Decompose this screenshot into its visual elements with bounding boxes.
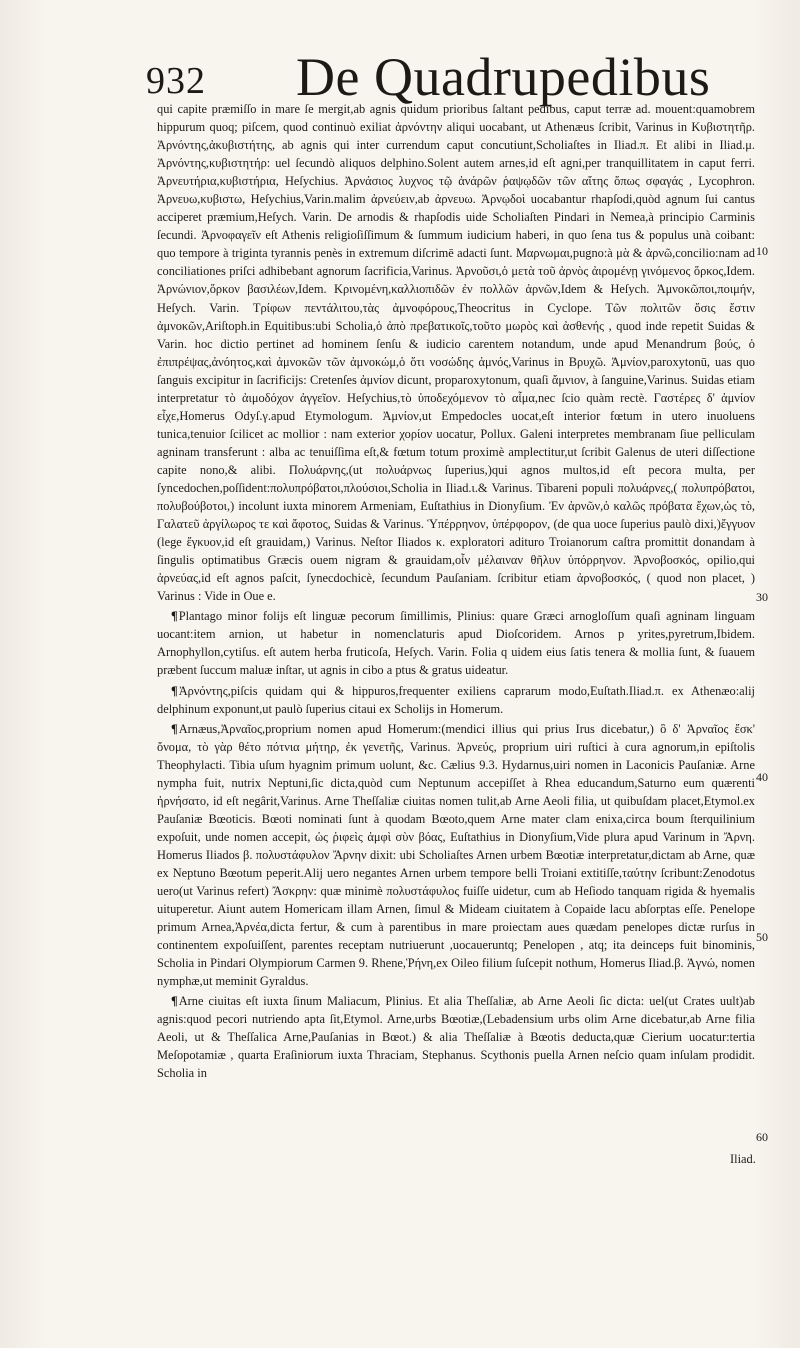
- body-text: [157, 100, 755, 1083]
- running-title: De Quadrupedibus: [296, 47, 711, 107]
- margin-line-number: 60: [756, 1130, 768, 1144]
- paragraph-text: Arnæus,Ἀρναῖος,proprium nomen apud Homerum:(mendici illius qui prius Irus dicebatur,) ὃ δ' Ἀρναῖος ἔσκ' ὄνομα, τὸ γὰρ θέτο πότνια μήτηρ, ἐκ γενετῆς, Varinus. Ἀρνεύς, proprium uiri ruſtici à cura agnorum,in epiſtolis Theophylacti. Tibia uſum hyagnim primum uolunt, &c. Cælius 9.3. Hydarnus,uiri nomen in Laconicis Pauſaniæ. Arne nympha fuit, nutrix Neptuni,ſic dicta,quòd cum Neptunum accepiſſet à Rhea educandum,Saturno eum quærenti ἠρνήσατο, id eſt negârit,Varinus. Arne Theſſaliæ ciuitas nomen tulit,ab Arne Aeoli filia, ut quibuſdam placet,Etymol.ex Pauſaniæ Bœoticis. Bœoti nominati ſunt à quodam Bœoto,quem Arne mater clam enixa,circa boum ſterquilinium expoſuit, unde nomen accepit, ὡς ῥιφεὶς ἀμφὶ σὺν βόας, Euſtathius in Dionyſium,Vide plura apud Varinum in Ἄρνη. Homerus Iliados β. πολυστάφυλον Ἄρνην dixit: ubi Scholiaſtes Arnen urbem Bœotiæ interpretatur,dictam ab Arne, quæ ex Neptuno Bœotum peperit.Alij uero negantes Arnen urbem tempore belli Troiani extitiſſe,ταύτην ſcribunt:Zenodotus uero(ut Varinus refert) Ἄσκρην: quæ minimè πολυστάφυλος fuiſſe uidetur, cum ab Heſiodo tanquam rigida & hyemalis uituperetur. Aiunt autem Homericam illam Arnen, ſimul & Mideam ciuitatem à Copaide lacu abſorptas eſſe. Penelope primum Arnea,Ἀρνέα,dicta fertur, & cum à parentibus in mare proiectam aues quædam penelopes dictæ rurſus in continentem expoſuiſſent, parentes receptam nutriuerunt ,uocaueruntq; Penelopen , atq; ita deinceps fuit binominis, Scholia in Pindari Olympiorum Carmen 9. Rhene,Ῥήνη,ex Oileo filium ſuſcepit nothum, Homerus Iliad.β. Ἀγνώ, nomen nymphæ,ut meminit Gyraldus.: [157, 721, 755, 989]
- paragraph: [157, 992, 755, 1082]
- pilcrow-icon: ¶: [171, 994, 178, 1009]
- paragraph: [157, 607, 755, 679]
- margin-line-number: 10: [756, 244, 768, 258]
- margin-line-number: 30: [756, 590, 768, 604]
- paragraph: [157, 682, 755, 718]
- pilcrow-icon: ¶: [171, 683, 178, 698]
- margin-line-number: 50: [756, 930, 768, 944]
- pilcrow-icon: ¶: [171, 721, 178, 736]
- margin-line-number: 40: [756, 770, 768, 784]
- page-number: 932: [146, 60, 206, 102]
- catchword: Iliad.: [730, 1152, 756, 1166]
- pilcrow-icon: ¶: [171, 609, 178, 624]
- paragraph-text: Plantago minor folijs eſt linguæ pecorum ſimillimis, Plinius: quare Græci arnogloſſum quaſi agninam linguam uocant:item arnion, ut habetur in nomenclaturis apud Dioſcoridem. Arnos p yrites,pyretrum,Ibidem. Arnophyllon,cytiſus. eſt autem herba fruticoſa, Heſych. Varin. Folia q uidem eius ſatis tenera & mollia ſunt, & ſuauem præbent ſuccum maluæ inſtar, ut agnis in cibo a ptus & gratus uideatur.: [157, 609, 755, 678]
- page-header: [146, 47, 786, 107]
- paragraph-text: Ἀρνόντης,piſcis quidam qui & hippuros,frequenter exiliens caprarum modo,Euſtath.Iliad.π. ex Athenæo:alij delphinum exponunt,ut paulò ſuperius citaui ex Scholijs in Homerum.: [157, 683, 755, 716]
- paragraph-text: Arne ciuitas eſt iuxta ſinum Maliacum, Plinius. Et alia Theſſaliæ, ab Arne Aeoli ſic dicta: uel(ut Crates uult)ab agnis:quod pecori nutriendo apta ſit,Etymol. Arne,urbs Bœotiæ,(Lebadensium urbs olim Arne dicebatur,ab Arne filia Aeoli, ut & Theſſalica Arne,Pauſanias in Bœot.) & alia Theſſaliæ à Bœotis deducta,quæ Cierium uocatur:tertia Meſopotamiæ , quarta Eraſiniorum iuxta Thraciam, Stephanus. Scythonis puella Arnen neſcio quam inſulam prodidit. Scholia in: [157, 994, 755, 1081]
- paragraph: qui capite præmiſſo in mare ſe mergit,ab agnis quidum prioribus ſaltant pedibus, caput terræ ad. mouent:quamobrem hippurum quoq; piſcem, quod continuò exiliat ἀρνόντην aliqui uocabant, ut Athenæus ſcribit, Varinus in Κυβιστητῆρ. Ἀρνόντης,ἀκυβιστήτης, ab agnis qui inter currendum caput concutiunt,Scholiaſtes in Iliad.π. Et alibi in Iliad.μ. Ἀρνόντης,κυβιστητήρ: uel ſecundò aliquos delphino.Solent autem arnes,id eſt agni,per tranquillitatem in caput ferri. Ἀρνευτήρια,κυβιστήρια, Heſychius. Ἀρνάσιος λυχνος τῷ ἀνάρῶν ῥαψῳδῶν τῶν αἴτης ὅπως σφαγάς , Lycophron. Ἀρνευω,κυβιστω, Heſychius,Varin.malim ἀρνεύειν,ab ἀρνευω. Ἀρνῳδοὶ uocabantur rhapſodi,quòd agnum ſui cantus acciperet præmium,Heſych. Varin. De arnodis & rhapſodis uide Scholiaſten Pindari in Nemea,à principio Carminis ſecundi. Ἀρνοφαγεῖν eſt Athenis religioſiſſimum & ſummum iudicium haberi, in quo ſena tus & populus unà coibant: quo tempore à triginta tyrannis penès in extremum diſcrimē adacti ſunt. Μαρνωμαι,pugno:à μὰ & ἀρνῶ,concilio:nam ad conciliationes priſci adhibebant agnorum ſacrificia,Varinus. Ἀρνοῦσι,ὁ μετὰ τοῦ ἀρνὸς ἀιρομένῃ γινόμενος ὅρκος,Idem. Ἀρνώνιον,ὅρκον βασιλέων,Idem. Κρινομένη,καλλιοπιδῶν ἐν πολλῶν ἀρνῶν,Idem & Heſych. Ἀμνοκῶποι,ποιμήν, Heſych. Varin. Τρίφων πεντάλιτου,τὰς ἀμνοφόρους,Theocritus in Cyclope. Τῶν πολιτῶν ὅσις ἔστιν ἀμνοκῶν,Ariſtoph.in Equitibus:ubi Scholia,ὁ ἀπὸ πρεβατικοῖς,τοῦτο μωρὸς καὶ ἀσθενής , quod inde repetit Suidas & Varin. hoc dictio pertinet ad hominem ſenſu & iudicio carentem notandum, unde apud Menandrum βούς, ὁ ἐπιπρέψας,ἀνόητος,καὶ ἀμνοκῶν τῶν ἀμνοκώμ,ὁ ὅτι νοσώδης ἀμνός,Varinus in Βρυχῶ. Ἀμνίον,paroxytonū, uas quo ſanguis excipitur in ſacrificijs: Cretenſes ἀμνίον dicunt, proparoxytonum, quaſi ἄμνιον, à ſanguine,Varinus. Suidas etiam interpretatur τὸ ἀιμοδόχον ἀγγεῖον. Heſychius,τὸ ὑποδεχόμενον τὸ αἷμα,nec ſcio quàm rectè. Γαστέρες δ' ἀμνίον εἶχε,Homerus Odyſ.γ.apud Etymologum. Ἀμνίον,ut Empedocles uocat,eſt interior fœtum in utero inuoluens tunica,tenuior ſcilicet ac mollior : nam exterior χορίον uocatur, Pollux. Galeni interpretes membranam ſiue pelliculam agninam transferunt : alba ac tenuiſſima eſt,& fœtum totum proximè amplectitur,ut ſcribit Galenus de uteri diſſectione capite nono,& alibi. Πολυάρνης,(ut πολυάρνως ſuperius,)qui agnos multos,id eſt pecora multa, per ſyncedochen,poſſident:πολυπρόβατοι,πλούσιοι,Scholia in Iliad.ι.& Varinus. Tibareni populi πολυάρνες,( πολυπρόβατοι, πολυβούβοτοι,) incolunt iuxta minorem Armeniam, Euſtathius in Dionyſium. Ἐν ἀρνῶν,ὁ καλῶς πρόβατα ἔχων,ὡς τὸ, Γαλατεῦ ἀργίλωρος τε καὶ ἄφοτος, Suidas & Varinus. Ὑπέρρηνον, ὑπέρφορον, (de qua uoce ſuperius paulò dixi,)ἔγγυον (lege ἔγκυον,id eſt grauidam,) Varinus. Neſtor Iliados κ. exploratori adituro Troianorum caſtra promittit donandam à ſingulis optimatibus Græcis ouem nigram & grauidam,οἶν μέλαιναν θῆλυν ὑπόρρηνον. Ἀρνοβοσκός, opilio,qui ἀρνεύας,id eſt agnos paſcit, ſynecdochicè, ſecundum Pauſaniam. ſcribitur etiam ἀρνοβοσκός, ( quod non placet, ) Varinus : Vide in Oue e.: [157, 102, 755, 604]
- paragraph: [157, 720, 755, 991]
